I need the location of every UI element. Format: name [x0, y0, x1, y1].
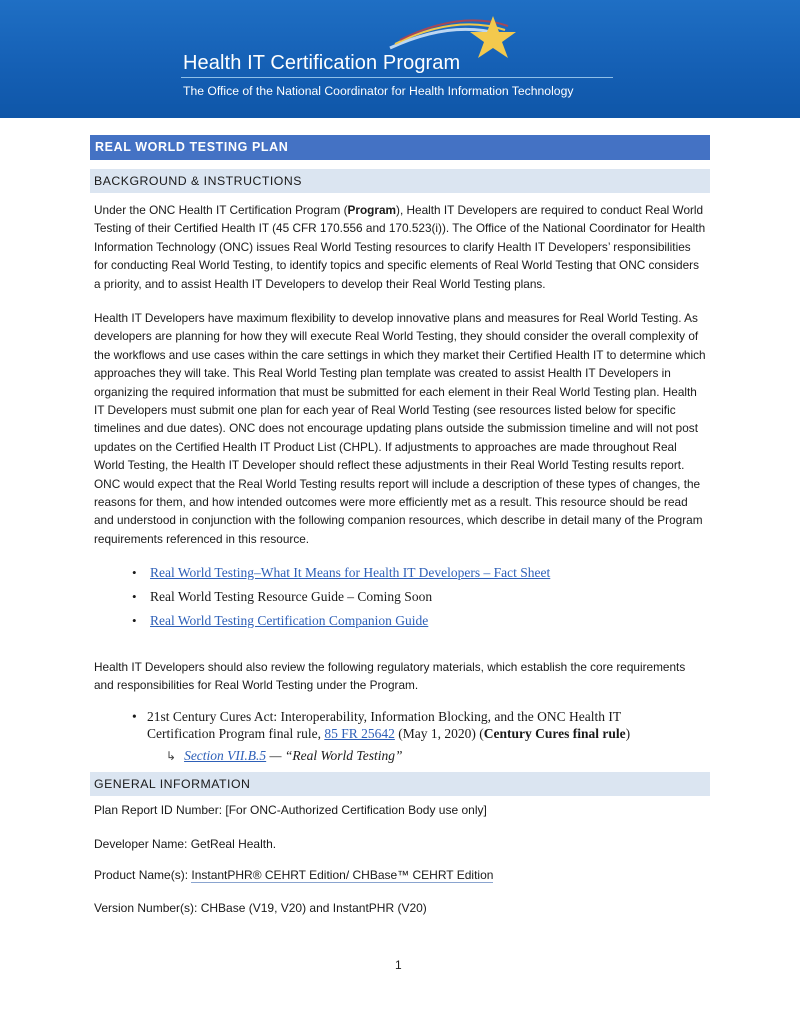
header-banner: [0, 0, 800, 118]
section-reference: ↳ Section VII.B.5 — “Real World Testing”: [166, 748, 403, 763]
flexibility-paragraph: Health IT Developers have maximum flexibility to develop innovative plans and measures for Real World Testing. As developers are planning for how they will execute Real World Testing, they should consider the overall complexity of the workflows and use cases within the care settings in which they market their Certified Health IT to determine which approaches they will take. This Real World Testing plan template was created to assist Health IT Developers in organizing the required information that must be submitted for each element in their Real World Testing plan. Health IT Developers must submit one plan for each year of Real World Testing (see resources listed below for specific timelines and due dates). ONC does not encourage updating plans outside the submission timeline and will not post updates on the Certified Health IT Product List (CHPL). If adjustments to approaches are made throughout Real World Testing, the Health IT Developer should reflect these adjustments in their Real World Testing results report. ONC would expect that the Real World Testing results report will include a description of these types of changes, the reasons for them, and how intended outcomes were more efficiently met as a result. This resource should be read and understood in conjunction with the following companion resources, which describe in detail many of the Program requirements referenced in this resource.: [94, 311, 706, 546]
fact-sheet-link[interactable]: Real World Testing–What It Means for Health IT Developers – Fact Sheet: [150, 565, 551, 580]
banner-divider: [181, 77, 613, 78]
list-item[interactable]: [132, 609, 712, 633]
list-item: [132, 585, 712, 609]
bullet-icon: •: [132, 709, 137, 724]
fr-link[interactable]: 85 FR 25642: [324, 726, 395, 741]
product-name: Product Name(s): InstantPHR® CEHRT Edition/ CHBase™ CEHRT Edition: [94, 868, 494, 882]
version-number: Version Number(s): CHBase (V19, V20) and InstantPHR (V20): [94, 901, 427, 915]
banner-subtitle: The Office of the National Coordinator for Health Information Technology: [183, 84, 574, 98]
arrow-icon: ↳: [166, 749, 177, 763]
companion-guide-link[interactable]: Real World Testing Certification Companion Guide: [150, 613, 429, 628]
section-title: REAL WORLD TESTING PLAN: [90, 135, 710, 160]
background-heading: BACKGROUND & INSTRUCTIONS: [90, 169, 710, 193]
developer-name: Developer Name: GetReal Health.: [94, 837, 277, 851]
resource-list: [132, 561, 712, 633]
product-value: InstantPHR® CEHRT Edition/ CHBase™ CEHRT Edition: [191, 868, 494, 882]
general-heading: GENERAL INFORMATION: [90, 772, 710, 796]
regulation-item: • 21st Century Cures Act: Interoperability, Information Blocking, and the ONC Health IT Certification Program final rule, 85 FR 25642 (May 1, 2020) (Century Cures final rule): [132, 709, 631, 741]
banner-title: Health IT Certification Program: [183, 52, 461, 74]
regulatory-paragraph: Health IT Developers should also review the following regulatory materials, which establish the core requirements and responsibilities for Real World Testing under the Program.: [94, 660, 686, 693]
intro-paragraph: Under the ONC Health IT Certification Program (Program), Health IT Developers are required to conduct Real World Testing of their Certified Health IT (45 CFR 170.556 and 170.523(i)). The Office of the National Coordinator for Health Information Technology (ONC) issues Real World Testing resources to clarify Health IT Developers’ responsibilities for conducting Real World Testing, to identify topics and specific elements of Real World Testing that ONC considers a priority, and to assist Health IT Developers to develop their Real World Testing plans.: [94, 203, 706, 291]
page-number: 1: [395, 958, 402, 972]
resource-guide-text: Real World Testing Resource Guide – Coming Soon: [150, 589, 433, 604]
list-item[interactable]: [132, 561, 712, 585]
section-link[interactable]: Section VII.B.5: [184, 748, 267, 763]
plan-report-id: Plan Report ID Number: [For ONC-Authorized Certification Body use only]: [94, 803, 487, 817]
